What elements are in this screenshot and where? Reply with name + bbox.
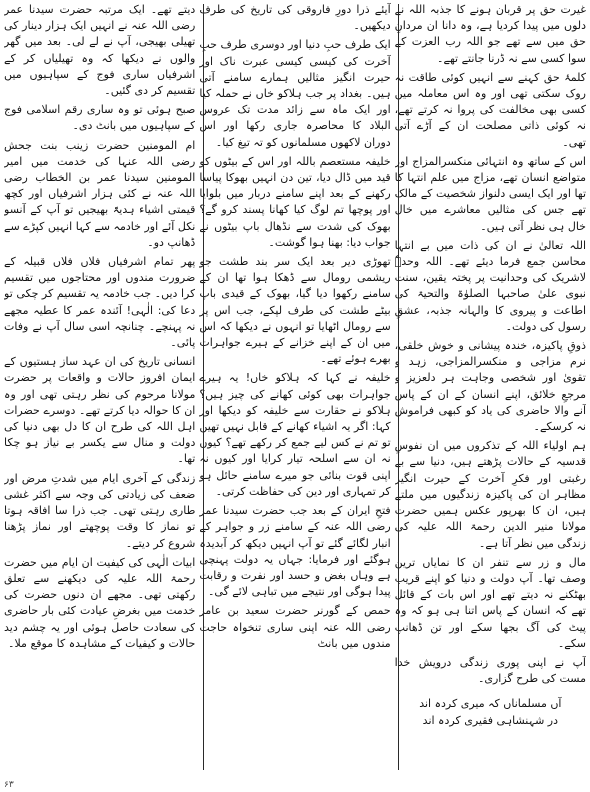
- paragraph: پھر تمام اشرفیاں فلاں فلاں قبیلہ کے ضرورت مندوں اور محتاجوں میں تقسیم کرا دیں۔ جب خادمہ یہ تقسیم کر چکی تو دعا کی: الٰہی! آئندہ عمر کا عطیہ مجھے نہ پہنچے۔ چنانچہ اسی سال آپ نے وفات پائی۔: [4, 255, 196, 350]
- column-left: [4, 2, 195, 792]
- column-divider-right: [398, 4, 399, 770]
- paragraph: آپ نے اپنی پوری زندگی درویش خدا مست کی طرح گزاری۔: [394, 655, 586, 686]
- column-middle: [199, 2, 390, 792]
- paragraph: مال و زر سے تنفر ان کا نمایاں ترین وصف تھا۔ آپ دولت و دنیا کو اپنے قریب بھٹکنے نہ دیتے تھے اور اس بات کے قائل تھے کہ انسان کے پاس اتنا ہی ہو کہ وہ پیٹ کی آگ بجھا سکے اور تن ڈھانپ سکے۔: [394, 555, 586, 650]
- paragraph: حمص کے گورنر حضرت سعید بن عامر رضی اللہ عنہ اپنی ساری تنخواہ حاجت مندوں میں بانٹ: [199, 604, 391, 650]
- paragraph: ہم اولیاء اللہ کے تذکروں میں ان نفوسِ قدسیہ کے حالات پڑھتے ہیں، دنیا سے بے رغبتی اور فکرِ آخرت کے حیرت انگیز مظاہر ان کی پاکیزہ زندگیوں میں ملتے ہیں، ان کا بھرپور عکس ہمیں حضرت مولانا منیر الدین رحمۃ اللہ علیہ کی زندگی میں نظر آتا ہے۔: [394, 439, 586, 550]
- column-right: [395, 2, 586, 792]
- paragraph: اللہ تعالیٰ نے ان کی ذات میں بے انتہا محاسن جمع فرما دیئے تھے۔ اللہ وحدہٗ لاشریک کی وحدانیت پر پختہ یقین، سنت نبوی علیٰ صاحبہا الصلوٰۃ والتحیۃ کی اطاعت و پیروی کا والہانہ جذبہ، عشقِ رسول کی دولت۔: [394, 238, 586, 333]
- paragraph: تھوڑی دیر بعد ایک سر بند طشت جو ریشمی رومال سے ڈھکا ہوا تھا ان کے سامنے رکھوا دیا گیا، بھوک کے قیدی باپ بیٹے طشت کی طرف لپکے، جب اس پر سے رومال اٹھایا تو انہوں نے دیکھا کہ اس میں ان کے اپنے خزانے کے ہیرے جواہرات بھرے ہوئے تھے۔: [199, 255, 391, 366]
- verse-line: در شہنشاہی فقیری کردہ اند: [422, 713, 558, 727]
- paragraph: دیتے تھے۔ ایک مرتبہ حضرت سیدنا عمر رضی اللہ عنہ نے انہیں ایک ہزار دینار کی تھیلی بھیجی، آپ نے لے لی۔ بعد میں گھر والوں نے دیکھا کہ وہ تھیلیاں کر کے اشرفیاں ساری فوج کے سپاہیوں میں تقسیم کر دی گئیں۔: [4, 3, 196, 98]
- paragraph: آیئے ذرا دورِ فاروقی کی تاریخ کی طرف دیکھیں۔: [199, 3, 391, 33]
- page-number: ۶۳: [4, 780, 14, 790]
- paragraph: غیرت حق پر قربان ہونے کا جذبہ اللہ نے دلوں میں پیدا کردیا ہے، وہ دانا ان مردانِ حق میں سے تھے جو اللہ رب العزت کے سوا کسی سے نہ ڈرنا جانتے تھے۔: [394, 3, 586, 65]
- paragraph: انسانی تاریخ کی ان عہد ساز ہستیوں کے ایمان افروز حالات و واقعات پر حضرت مولانا مرحوم کی نظر رہتی تھی اور وہ ان کا حوالہ دیا کرتے تھے۔ دوسرے حضرات اہل اللہ کی طرح ان کا دل بھی دنیا کی دولت و منال سے یکسر بے نیاز ہو چکا تھا۔: [4, 355, 196, 466]
- paragraph: خلیفہ مستعصم باللہ اور اس کے بیٹوں کو قید میں ڈال دیا، تین دن انہیں بھوکا پیاسا رکھنے کے بعد اپنے سامنے دربار میں بلوایا اور پوچھا تم لوگ کیا کھانا پسند کرو گے؟ بھوک کی شدت سے نڈھال باپ بیٹوں نے جواب دیا: بھنا ہوا گوشت۔: [199, 154, 391, 249]
- paragraph: صبح ہوئی تو وہ ساری رقم اسلامی فوج کے سپاہیوں میں بانٹ دی۔: [4, 103, 196, 133]
- paragraph: ذوقِ پاکیزہ، خندہ پیشانی و خوش خلقی، نرم مزاجی و منکسرالمزاجی، زہد و تقویٰ اور شخصی وجاہت ہر دلعزیز و مرجعِ خلائق، اپنے انسان کے ان کے پاس آنے والا حاضری کی یاد کو کبھی فراموش نہ کرسکے۔: [394, 339, 586, 434]
- column-divider-left: [203, 4, 204, 770]
- paragraph: ایک طرف حبِ دنیا اور دوسری طرف حبِ آخرت کی کیسی کیسی عبرت ناک اور حیرت انگیز مثالیں ہمارے سامنے آتی ہیں۔ بغداد پر جب ہلاکو خاں نے حملہ کیا اور ایک ماہ سے زائد مدت تک عروس البلاد کا محاصرہ جاری رکھا اور اس دوران لاکھوں مسلمانوں کو تہ تیغ کیا۔: [199, 38, 391, 149]
- paragraph: خلیفہ نے کہا کہ ہلاکو خاں! یہ ہیرے جواہرات بھی کوئی کھانے کی چیز ہیں؟ ہلاکو نے حقارت سے خلیفہ کو دیکھا اور کہا: اگر یہ اشیاء کھانے کے قابل نہیں تھیں تو تم نے کس لیے جمع کر رکھے تھے؟ کیوں نہ ان سے اسلحہ تیار کرایا اور کیوں نہ اپنی قوت بنائی جو میرے سامنے حائل ہو کر تمہاری اور دین کی حفاظت کرتی۔: [199, 371, 391, 498]
- verse-line: آں مسلماناں کہ میری کردہ اند: [419, 697, 562, 711]
- paragraph: ام المومنین حضرت زینب بنت جحش رضی اللہ عنہا کی خدمت میں امیر المومنین سیدنا عمر بن الخطاب رضی اللہ عنہ نے کئی ہزار اشرفیاں اور کچھ قیمتی اشیاء ہدیۃً بھیجیں تو آپ کے آنسو نکل آئے اور خادمہ سے کہا انہیں کپڑے سے ڈھانپ دو۔: [4, 138, 196, 249]
- paragraph: کلمۂ حق کہنے سے انہیں کوئی طاقت نہ روک سکتی تھی اور وہ اس معاملہ میں کسی بھی مخالفت کی پروا نہ کرتے تھے، نہ کوئی ذاتی مصلحت ان کے آڑے آتی تھی۔: [394, 70, 586, 149]
- paragraph: ابیات الٰہی کی کیفیت ان ایام میں حضرت رحمۃ اللہ علیہ کی دیکھنے سے تعلق رکھتی تھی۔ مجھے ان دنوں حضرت کی خدمت میں بغرضِ عیادت کئی بار حاضری کی سعادت حاصل ہوئی اور یہ چشم دید حالات و کیفیات کے مشاہدہ کا موقع ملا۔: [4, 555, 196, 650]
- paragraph: فتحِ ایران کے بعد جب حضرت سیدنا عمر رضی اللہ عنہ کے سامنے زر و جواہر کے انبار لگائے گئے تو آپ انہیں دیکھ کر آبدیدہ ہوگئے اور فرمایا: جہاں یہ دولت پہنچی ہے وہاں بغض و حسد اور نفرت و رقابت پیدا ہوگی اور نتیجے میں تباہی لائے گی۔: [199, 504, 391, 599]
- paragraph: زندگی کے آخری ایام میں شدتِ مرض اور ضعف کی زیادتی کی وجہ سے اکثر غشی طاری رہتی تھی۔ جب ذرا سا افاقہ ہوتا تو نماز کا وقت پوچھتے اور نماز پڑھنا شروع کر دیتے۔: [4, 471, 196, 550]
- paragraph: اس کے ساتھ وہ انتہائی منکسرالمزاج اور متواضع انسان تھے، مزاج میں علم انتہا کا تھا اور ایک ایسی دلنواز شخصیت کے مالک تھے جس کی مثالیں معاشرے میں خال خال ہی نظر آتی ہیں۔: [394, 154, 586, 233]
